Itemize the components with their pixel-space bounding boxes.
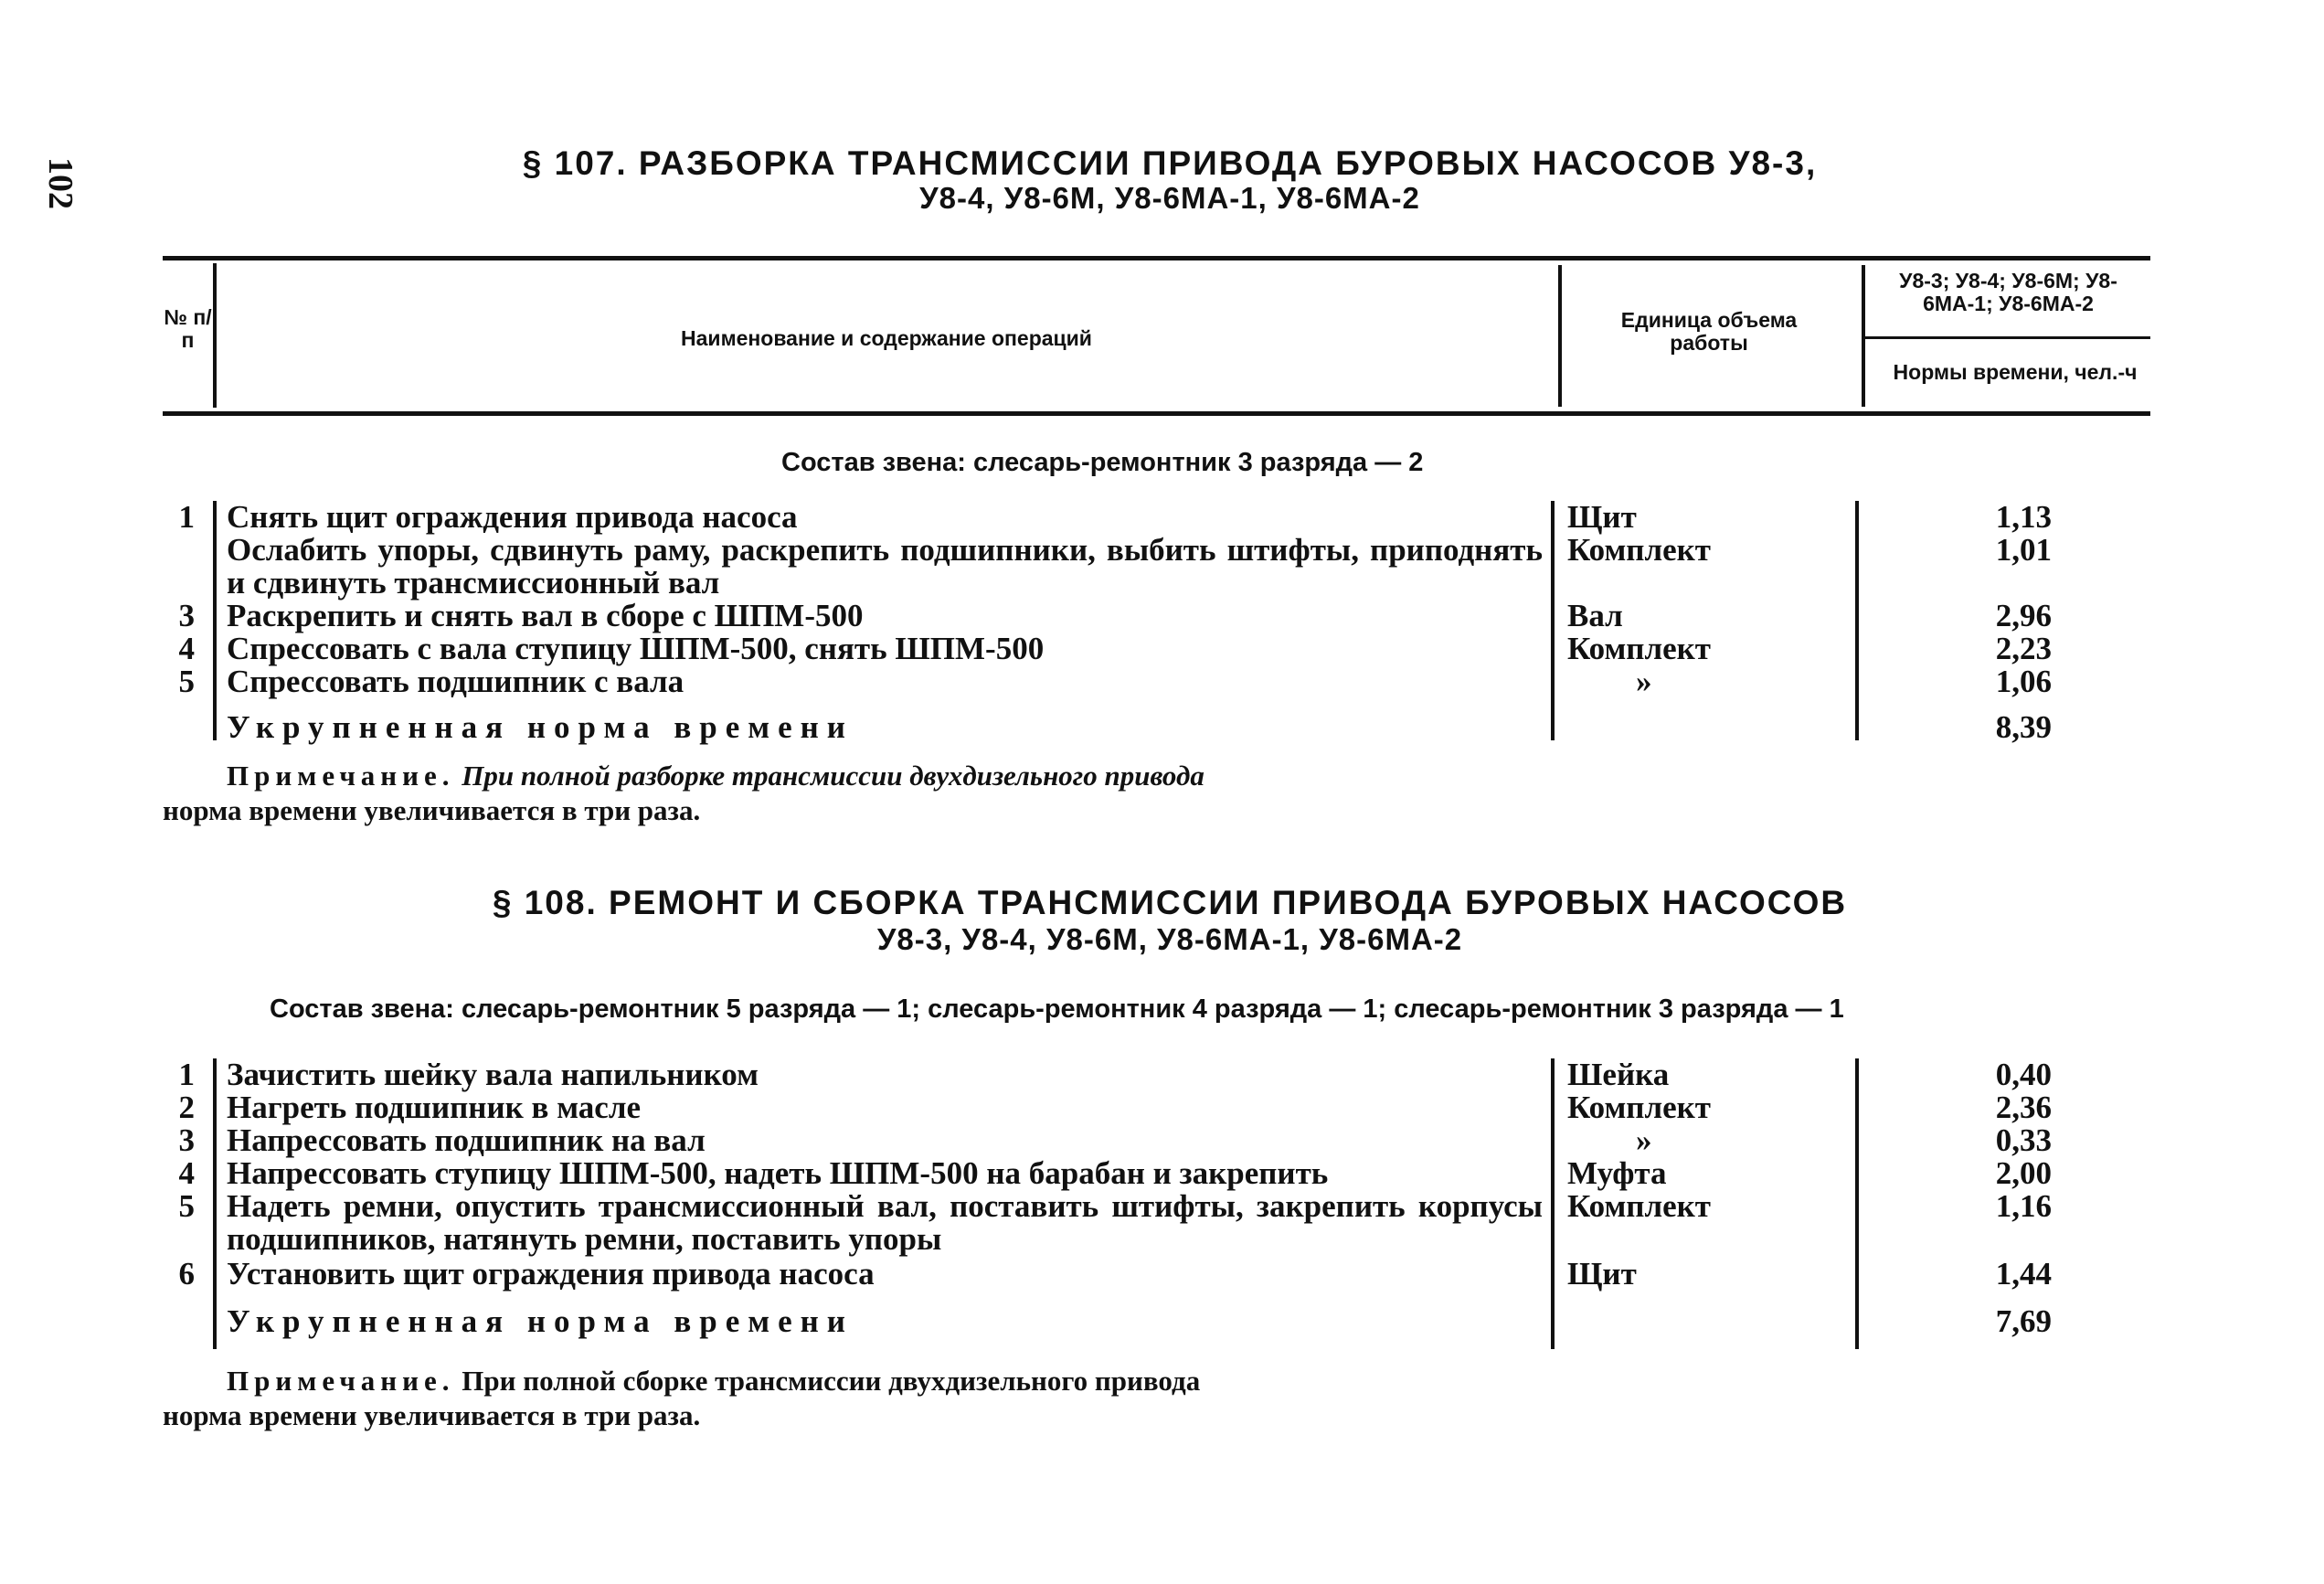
row-unit: Комплект — [1567, 631, 1712, 666]
table-header-bottom-rule — [163, 411, 2150, 416]
row-unit: Комплект — [1567, 532, 1712, 568]
row-value: 2,00 — [1995, 1155, 2052, 1191]
row-name: Снять щит ограждения привода насоса — [227, 499, 798, 535]
header-col-models: У8-3; У8-4; У8-6М; У8-6МА-1; У8-6МА-2 — [1899, 269, 2117, 315]
row-unit: Вал — [1567, 598, 1623, 633]
section-108-title — [164, 885, 2175, 958]
row-name: Напрессовать подшипник на вал — [227, 1122, 706, 1158]
row-num: 3 — [178, 598, 195, 633]
table-row — [0, 501, 2324, 534]
row-value: 1,06 — [1995, 664, 2052, 699]
row-num: 1 — [178, 499, 195, 535]
table-row — [0, 1157, 2324, 1190]
row-num: 3 — [178, 1122, 195, 1158]
row-unit: Шейка — [1567, 1057, 1670, 1092]
row-num: 5 — [178, 1188, 195, 1224]
page-number: 102 — [41, 157, 80, 209]
note-line1: При полной сборке трансмиссии двухдизельного привода — [462, 1365, 1201, 1397]
row-num: 4 — [178, 631, 195, 666]
row-num: 6 — [178, 1256, 195, 1292]
row-unit: Комплект — [1567, 1188, 1712, 1224]
row-num: 4 — [178, 1155, 195, 1191]
row-value: 1,13 — [1995, 499, 2052, 535]
note-line1: При полной разборке трансмиссии двухдизельного привода — [462, 760, 1204, 792]
total-value: 8,39 — [1995, 709, 2052, 745]
table-row — [0, 1091, 2324, 1124]
row-unit: Щит — [1567, 1256, 1637, 1292]
section-108-note — [163, 1364, 1460, 1433]
section-107-title — [164, 146, 2175, 216]
header-divider-2 — [1558, 265, 1562, 407]
row-value: 2,23 — [1995, 631, 2052, 666]
table-row — [0, 1058, 2324, 1091]
total-row — [0, 711, 2324, 748]
table-row — [0, 1124, 2324, 1157]
section-108-title-line1: § 108. РЕМОНТ И СБОРКА ТРАНСМИССИИ ПРИВОДА БУРОВЫХ НАСОСОВ — [492, 884, 1848, 921]
section-107-title-line2: У8-4, У8-6М, У8-6МА-1, У8-6МА-2 — [919, 181, 1420, 215]
row-name: Напрессовать ступицу ШПМ-500, надеть ШПМ-500 на барабан и закрепить — [227, 1155, 1329, 1191]
row-value: 0,40 — [1995, 1057, 2052, 1092]
header-col-unit: Единица объема работы — [1620, 308, 1798, 355]
header-models-rule — [1864, 336, 2150, 339]
row-name: Нагреть подшипник в масле — [227, 1090, 642, 1125]
header-col-num: № п/п — [164, 305, 212, 352]
row-num: 1 — [178, 1057, 195, 1092]
note-line2: норма времени увеличивается в три раза. — [163, 1399, 701, 1431]
section-107-rows — [0, 501, 2324, 748]
section-108-crew: Состав звена: слесарь-ремонтник 5 разряда — 1; слесарь-ремонтник 4 разряда — 1; слесарь-ремонтник 3 разряда — 1 — [270, 994, 1844, 1024]
note-label: Примечание. — [227, 760, 455, 792]
row-unit: » — [1636, 664, 1652, 699]
row-name: Установить щит ограждения привода насоса — [227, 1256, 875, 1292]
row-name: Спрессовать подшипник с вала — [227, 664, 684, 699]
total-row — [0, 1305, 2324, 1342]
table-row — [0, 1258, 2324, 1305]
total-value: 7,69 — [1995, 1303, 2052, 1339]
row-value: 1,01 — [1995, 532, 2052, 568]
total-label: Укрупненная норма времени — [227, 709, 854, 745]
table-row — [0, 534, 2324, 600]
row-unit: Комплект — [1567, 1090, 1712, 1125]
row-num: 2 — [178, 1090, 195, 1125]
row-value: 0,33 — [1995, 1122, 2052, 1158]
row-value: 2,96 — [1995, 598, 2052, 633]
table-row — [0, 1190, 2324, 1258]
table-header-top-rule — [163, 256, 2150, 260]
row-unit: » — [1636, 1122, 1652, 1158]
row-unit: Муфта — [1567, 1155, 1667, 1191]
header-col-name: Наименование и содержание операций — [681, 326, 1092, 350]
row-value: 1,16 — [1995, 1188, 2052, 1224]
row-name: Раскрепить и снять вал в сборе с ШПМ-500 — [227, 598, 864, 633]
header-divider-1 — [213, 263, 217, 408]
header-col-norms: Нормы времени, чел.-ч — [1893, 360, 2138, 384]
row-num: 5 — [178, 664, 195, 699]
row-name: Надеть ремни, опустить трансмиссионный вал, поставить штифты, закрепить корпусы подшипников, натянуть ремни, поставить упоры — [227, 1188, 1543, 1257]
row-name: Зачистить шейку вала напильником — [227, 1057, 759, 1092]
section-108-title-line2: У8-3, У8-4, У8-6М, У8-6МА-1, У8-6МА-2 — [876, 922, 1463, 956]
section-108-rows — [0, 1058, 2324, 1342]
total-label: Укрупненная норма времени — [227, 1303, 854, 1339]
row-name: Спрессовать с вала ступицу ШПМ-500, снять ШПМ-500 — [227, 631, 1045, 666]
table-row — [0, 665, 2324, 711]
section-107-crew: Состав звена: слесарь-ремонтник 3 разряда — 2 — [781, 448, 1424, 477]
note-line2: норма времени увеличивается в три раза. — [163, 794, 701, 826]
row-value: 1,44 — [1995, 1256, 2052, 1292]
row-unit: Щит — [1567, 499, 1637, 535]
row-value: 2,36 — [1995, 1090, 2052, 1125]
table-row — [0, 600, 2324, 633]
row-name: Ослабить упоры, сдвинуть раму, раскрепить подшипники, выбить штифты, приподнять и сдвинуть трансмиссионный вал — [227, 532, 1543, 601]
note-label: Примечание. — [227, 1365, 455, 1397]
section-107-title-line1: § 107. РАЗБОРКА ТРАНСМИССИИ ПРИВОДА БУРОВЫХ НАСОСОВ У8-3, — [522, 144, 1818, 182]
section-107-note — [163, 759, 1460, 828]
table-row — [0, 633, 2324, 665]
